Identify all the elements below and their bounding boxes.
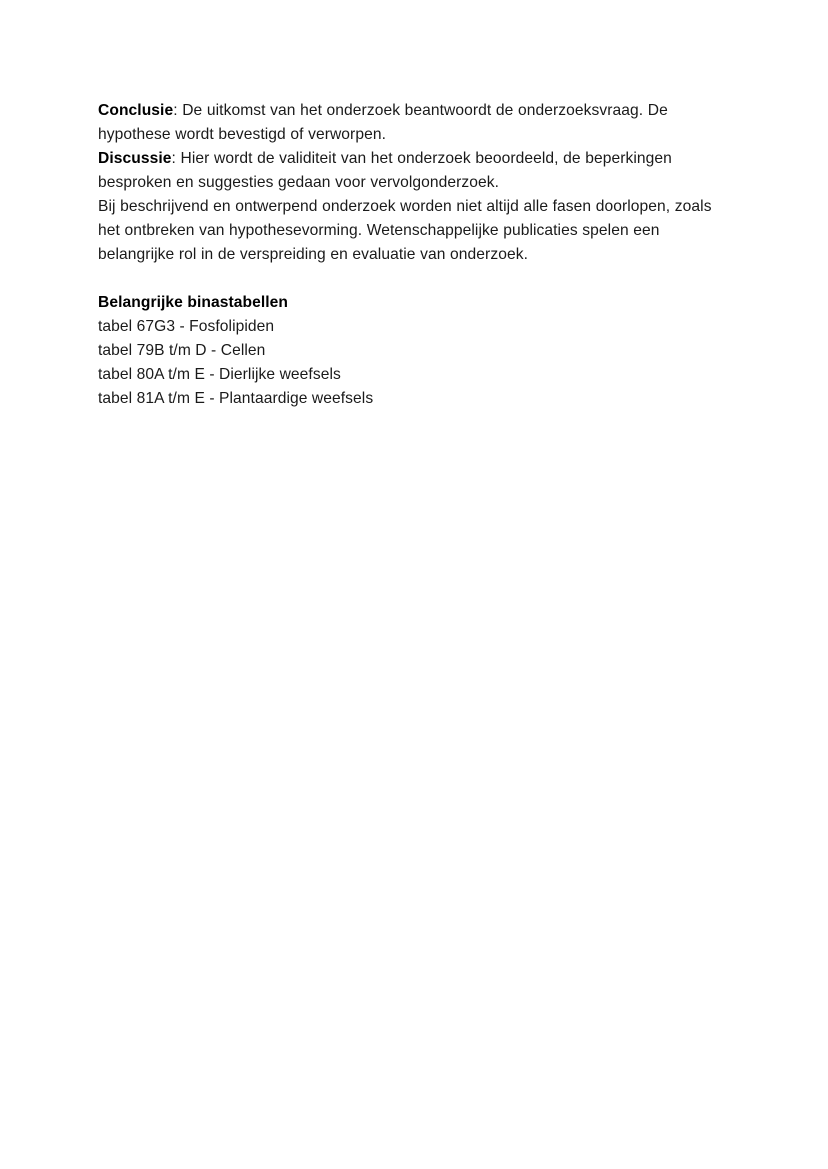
paragraph-body: Hier wordt de validiteit van het onderzoek beoordeeld, de beperkingen besproken en suggesties gedaan voor vervolgonderzoek. bbox=[98, 150, 672, 191]
paragraph-body: Bij beschrijvend en ontwerpend onderzoek worden niet altijd alle fasen doorlopen, zoals het ontbreken van hypothesevorming. Wetenschappelijke publicaties spelen een belangrijke rol in de verspreiding en evaluatie van onderzoek. bbox=[98, 198, 712, 263]
list-item: tabel 81A t/m E - Plantaardige weefsels bbox=[98, 390, 374, 407]
paragraph-lead-separator: : bbox=[173, 102, 183, 119]
list-item: tabel 80A t/m E - Dierlijke weefsels bbox=[98, 366, 341, 383]
section-spacer bbox=[98, 267, 718, 291]
paragraph-discussie bbox=[98, 147, 718, 195]
paragraph-conclusie bbox=[98, 99, 718, 147]
paragraph-onderzoeksfasen bbox=[98, 195, 718, 267]
binastabellen-list bbox=[98, 315, 718, 411]
paragraph-body: De uitkomst van het onderzoek beantwoordt de onderzoeksvraag. De hypothese wordt bevestigd of verworpen. bbox=[98, 102, 668, 143]
paragraph-lead-label: Conclusie bbox=[98, 102, 174, 119]
document-content bbox=[98, 99, 718, 411]
paragraph-lead-separator: : bbox=[171, 150, 181, 167]
list-item: tabel 67G3 - Fosfolipiden bbox=[98, 318, 275, 335]
list-item: tabel 79B t/m D - Cellen bbox=[98, 342, 266, 359]
paragraph-lead-label: Discussie bbox=[98, 150, 172, 167]
section-heading-binastabellen: Belangrijke binastabellen bbox=[98, 294, 289, 311]
